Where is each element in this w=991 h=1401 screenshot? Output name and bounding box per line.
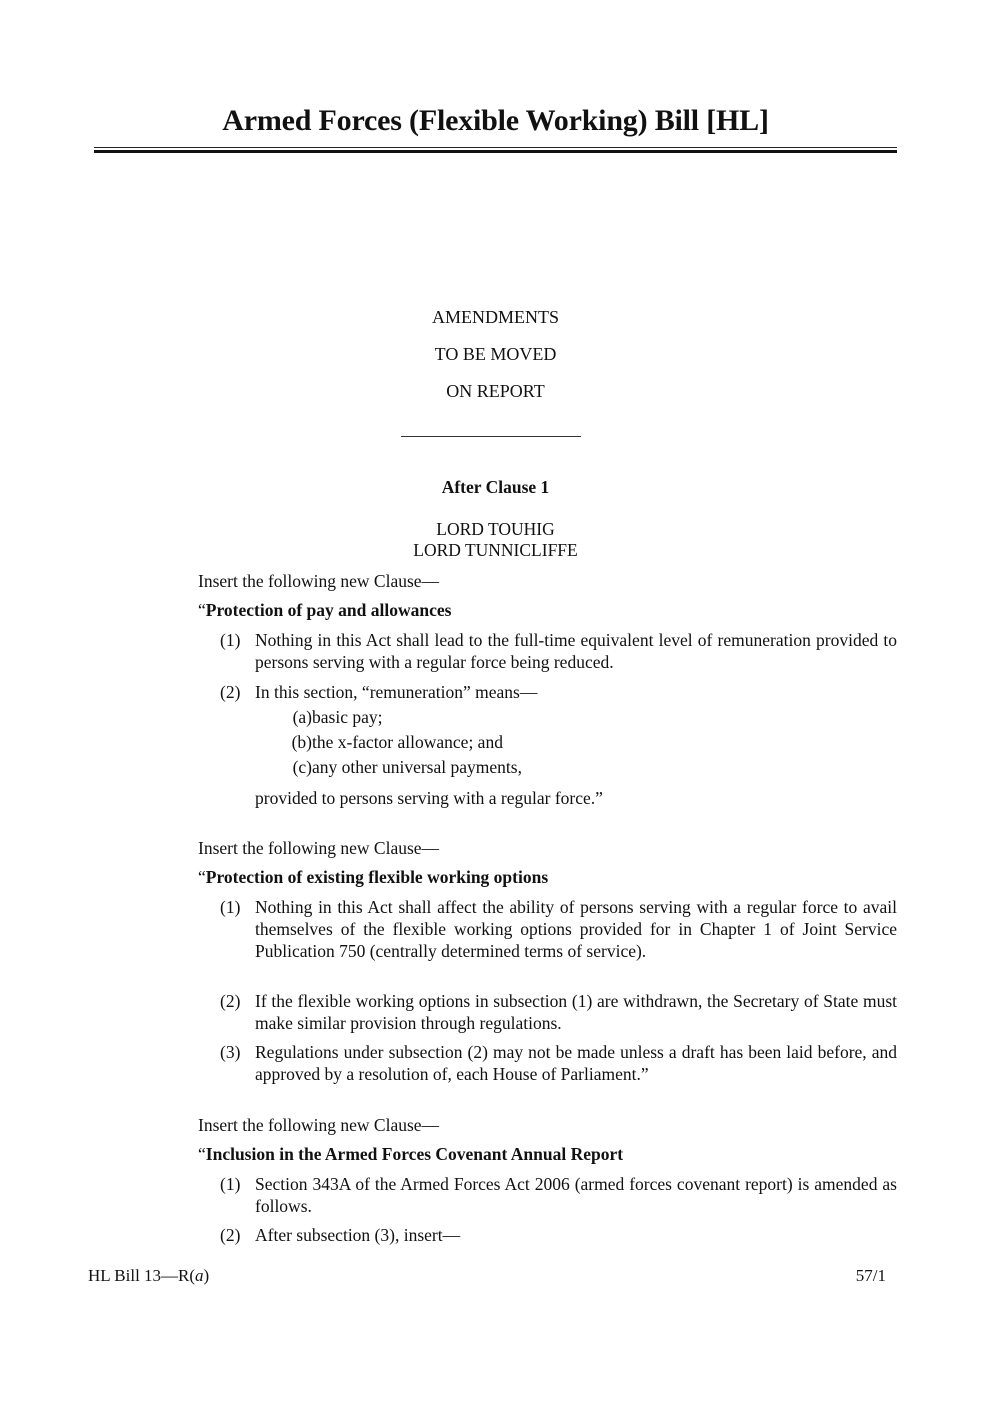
- amendment-2-heading: [198, 866, 898, 888]
- page-reference: 57/1: [855, 1266, 886, 1285]
- subsection-text: Nothing in this Act shall affect the ability of persons serving with a regular force to avail themselves of the flexible working options provided for in Chapter 1 of Joint Service Publication 750 (centrally determined terms of service).: [255, 897, 897, 961]
- subsection-text: Nothing in this Act shall lead to the full-time equivalent level of remuneration provided to persons serving with a regular force being reduced.: [255, 630, 897, 672]
- amendment-3-subsection-2: [220, 1224, 897, 1246]
- cover-line-on-report: ON REPORT: [446, 381, 545, 401]
- amendment-2-intro: Insert the following new Clause—: [198, 838, 440, 858]
- paragraph-text: any other universal payments,: [312, 757, 522, 777]
- amendment-1-tail: provided to persons serving with a regular force.”: [255, 788, 603, 808]
- subsection-number: (2): [220, 682, 241, 702]
- bill-title: Armed Forces (Flexible Working) Bill [HL]: [222, 104, 769, 137]
- subsection-text: Section 343A of the Armed Forces Act 2006 (armed forces covenant report) is amended as follows.: [255, 1174, 897, 1216]
- paragraph-text: basic pay;: [312, 707, 383, 727]
- bill-reference: [88, 1266, 209, 1286]
- amendment-1-paragraph-c: [276, 756, 896, 778]
- amendment-3-intro: Insert the following new Clause—: [198, 1115, 440, 1135]
- amendment-3-subsection-1: [220, 1173, 897, 1217]
- subsection-number: (1): [220, 630, 241, 650]
- amendment-1-subsection-1: [220, 629, 897, 673]
- paragraph-number: (c): [292, 757, 312, 777]
- subsection-text: In this section, “remuneration” means—: [255, 682, 538, 702]
- subsection-number: (2): [220, 991, 241, 1011]
- paragraph-text: the x-factor allowance; and: [312, 732, 503, 752]
- amendment-1-intro: Insert the following new Clause—: [198, 571, 440, 591]
- amendment-2-subsection-2: [220, 990, 897, 1034]
- subsection-text: If the flexible working options in subsection (1) are withdrawn, the Secretary of State must make similar provision through regulations.: [255, 991, 897, 1033]
- bill-reference-prefix: HL Bill 13—R(: [88, 1266, 196, 1285]
- amendment-2-heading-text: Protection of existing flexible working options: [205, 867, 549, 887]
- title-rule-thick: [94, 150, 897, 153]
- cover-line-to-be-moved: TO BE MOVED: [434, 344, 557, 364]
- bill-reference-italic: a: [195, 1266, 204, 1285]
- subsection-text: After subsection (3), insert—: [255, 1225, 461, 1245]
- subsection-number: (2): [220, 1225, 241, 1245]
- mover-2: LORD TUNNICLIFFE: [413, 540, 578, 560]
- subsection-number: (3): [220, 1042, 241, 1062]
- amendment-1-subsection-2: [220, 681, 897, 703]
- subsection-number: (1): [220, 897, 241, 917]
- section-heading: After Clause 1: [441, 477, 550, 497]
- open-quote: “: [198, 867, 206, 887]
- open-quote: “: [198, 1144, 206, 1164]
- amendment-1-paragraph-b: [276, 731, 896, 753]
- bill-reference-suffix: ): [203, 1266, 210, 1285]
- amendment-2-subsection-1: [220, 896, 897, 962]
- amendment-3-heading-text: Inclusion in the Armed Forces Covenant Annual Report: [205, 1144, 624, 1164]
- cover-line-amendments: AMENDMENTS: [431, 307, 559, 327]
- separator-rule: [401, 436, 581, 437]
- amendment-1-heading: [198, 599, 898, 621]
- title-rule-thin: [94, 147, 897, 148]
- amendment-3-heading: [198, 1143, 898, 1165]
- amendment-1-paragraph-a: [276, 706, 896, 728]
- open-quote: “: [198, 600, 206, 620]
- amendment-1-heading-text: Protection of pay and allowances: [205, 600, 452, 620]
- paragraph-number: (b): [291, 732, 312, 752]
- subsection-number: (1): [220, 1174, 241, 1194]
- amendment-2-subsection-3: [220, 1041, 897, 1085]
- mover-1: LORD TOUHIG: [436, 519, 555, 539]
- subsection-text: Regulations under subsection (2) may not be made unless a draft has been laid before, and approved by a resolution of, each House of Parliament.”: [255, 1042, 897, 1084]
- paragraph-number: (a): [292, 707, 312, 727]
